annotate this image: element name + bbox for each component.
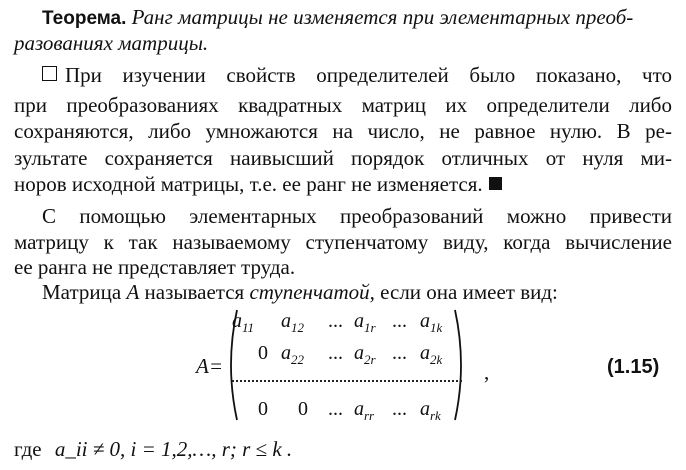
matrix-lhs: A=	[196, 354, 223, 378]
proof-text-1: При изучении свойств определителей было показано, что	[65, 63, 672, 87]
matrix-cell: $a_{2r}$	[354, 342, 376, 367]
theorem-label: Теорема.	[42, 8, 127, 29]
matrix-cell: $a_{2k}$	[420, 342, 443, 367]
matrix-cell: $a_{1r}$	[354, 310, 376, 335]
equation-number: (1.15)	[607, 356, 660, 378]
proof-line-3: сохраняются, либо умножаются на число, не равное нулю. В ре-	[14, 119, 672, 143]
matrix-cell: 0	[298, 398, 308, 420]
intro-term: ступенчатой,	[249, 280, 375, 304]
theorem-statement-2: разованиях матрицы.	[14, 31, 209, 55]
matrix-cell: 0	[258, 342, 268, 364]
matrix-cell: ...	[392, 398, 407, 420]
proof-start-icon	[42, 66, 57, 81]
matrix-condition	[14, 437, 292, 462]
proof-text-5: норов исходной матрицы, т.е. ее ранг не изменяется.	[14, 172, 483, 196]
matrix-cell: 0	[258, 398, 268, 420]
matrix-cell: $a_{22}$	[281, 342, 304, 367]
proof-line-2: при преобразованиях квадратных матриц их определители либо	[14, 93, 672, 117]
qed-icon	[489, 177, 502, 190]
matrix-trailing-comma: ,	[484, 360, 490, 384]
matrix-cell: $a_{12}$	[281, 310, 304, 335]
paragraph2-line-2: матрицу к так называемому ступенчатому виду, когда вычисление	[14, 230, 672, 254]
matrix-cell: $a_{11}$	[232, 310, 255, 335]
matrix-cell: ...	[328, 398, 343, 420]
matrix-dotted-row	[232, 380, 462, 382]
intro-after: если она имеет вид:	[374, 280, 558, 304]
intro-var: A	[126, 280, 140, 304]
proof-line-5	[14, 171, 502, 197]
theorem-line-1	[42, 4, 633, 32]
condition-where: где	[14, 437, 42, 461]
matrix-cell: ...	[392, 310, 407, 332]
condition-text: a_ii ≠ 0, i = 1,2,…, r; r ≤ k .	[54, 437, 293, 461]
paragraph2-line-3: ее ранга не представляет труда.	[14, 255, 296, 279]
proof-line-1	[42, 62, 672, 88]
matrix-cell: $a_{rk}$	[420, 398, 441, 423]
theorem-statement-1: Ранг матрицы не изменяется при элементарных преоб-	[131, 5, 634, 29]
matrix-cell: ...	[328, 342, 343, 364]
proof-line-4: зультате сохраняется наивысший порядок отличных от нуля ми-	[14, 146, 672, 170]
matrix-cell: $a_{1k}$	[420, 310, 443, 335]
matrix-cell: ...	[328, 310, 343, 332]
right-paren	[452, 308, 470, 422]
matrix-cell: $a_{rr}$	[354, 398, 375, 423]
paragraph2-line-1: С помощью элементарных преобразований можно привести	[42, 204, 672, 228]
step-matrix	[196, 300, 486, 430]
intro-middle: называется	[139, 280, 250, 304]
matrix-cell: ...	[392, 342, 407, 364]
intro-before: Матрица	[42, 280, 127, 304]
